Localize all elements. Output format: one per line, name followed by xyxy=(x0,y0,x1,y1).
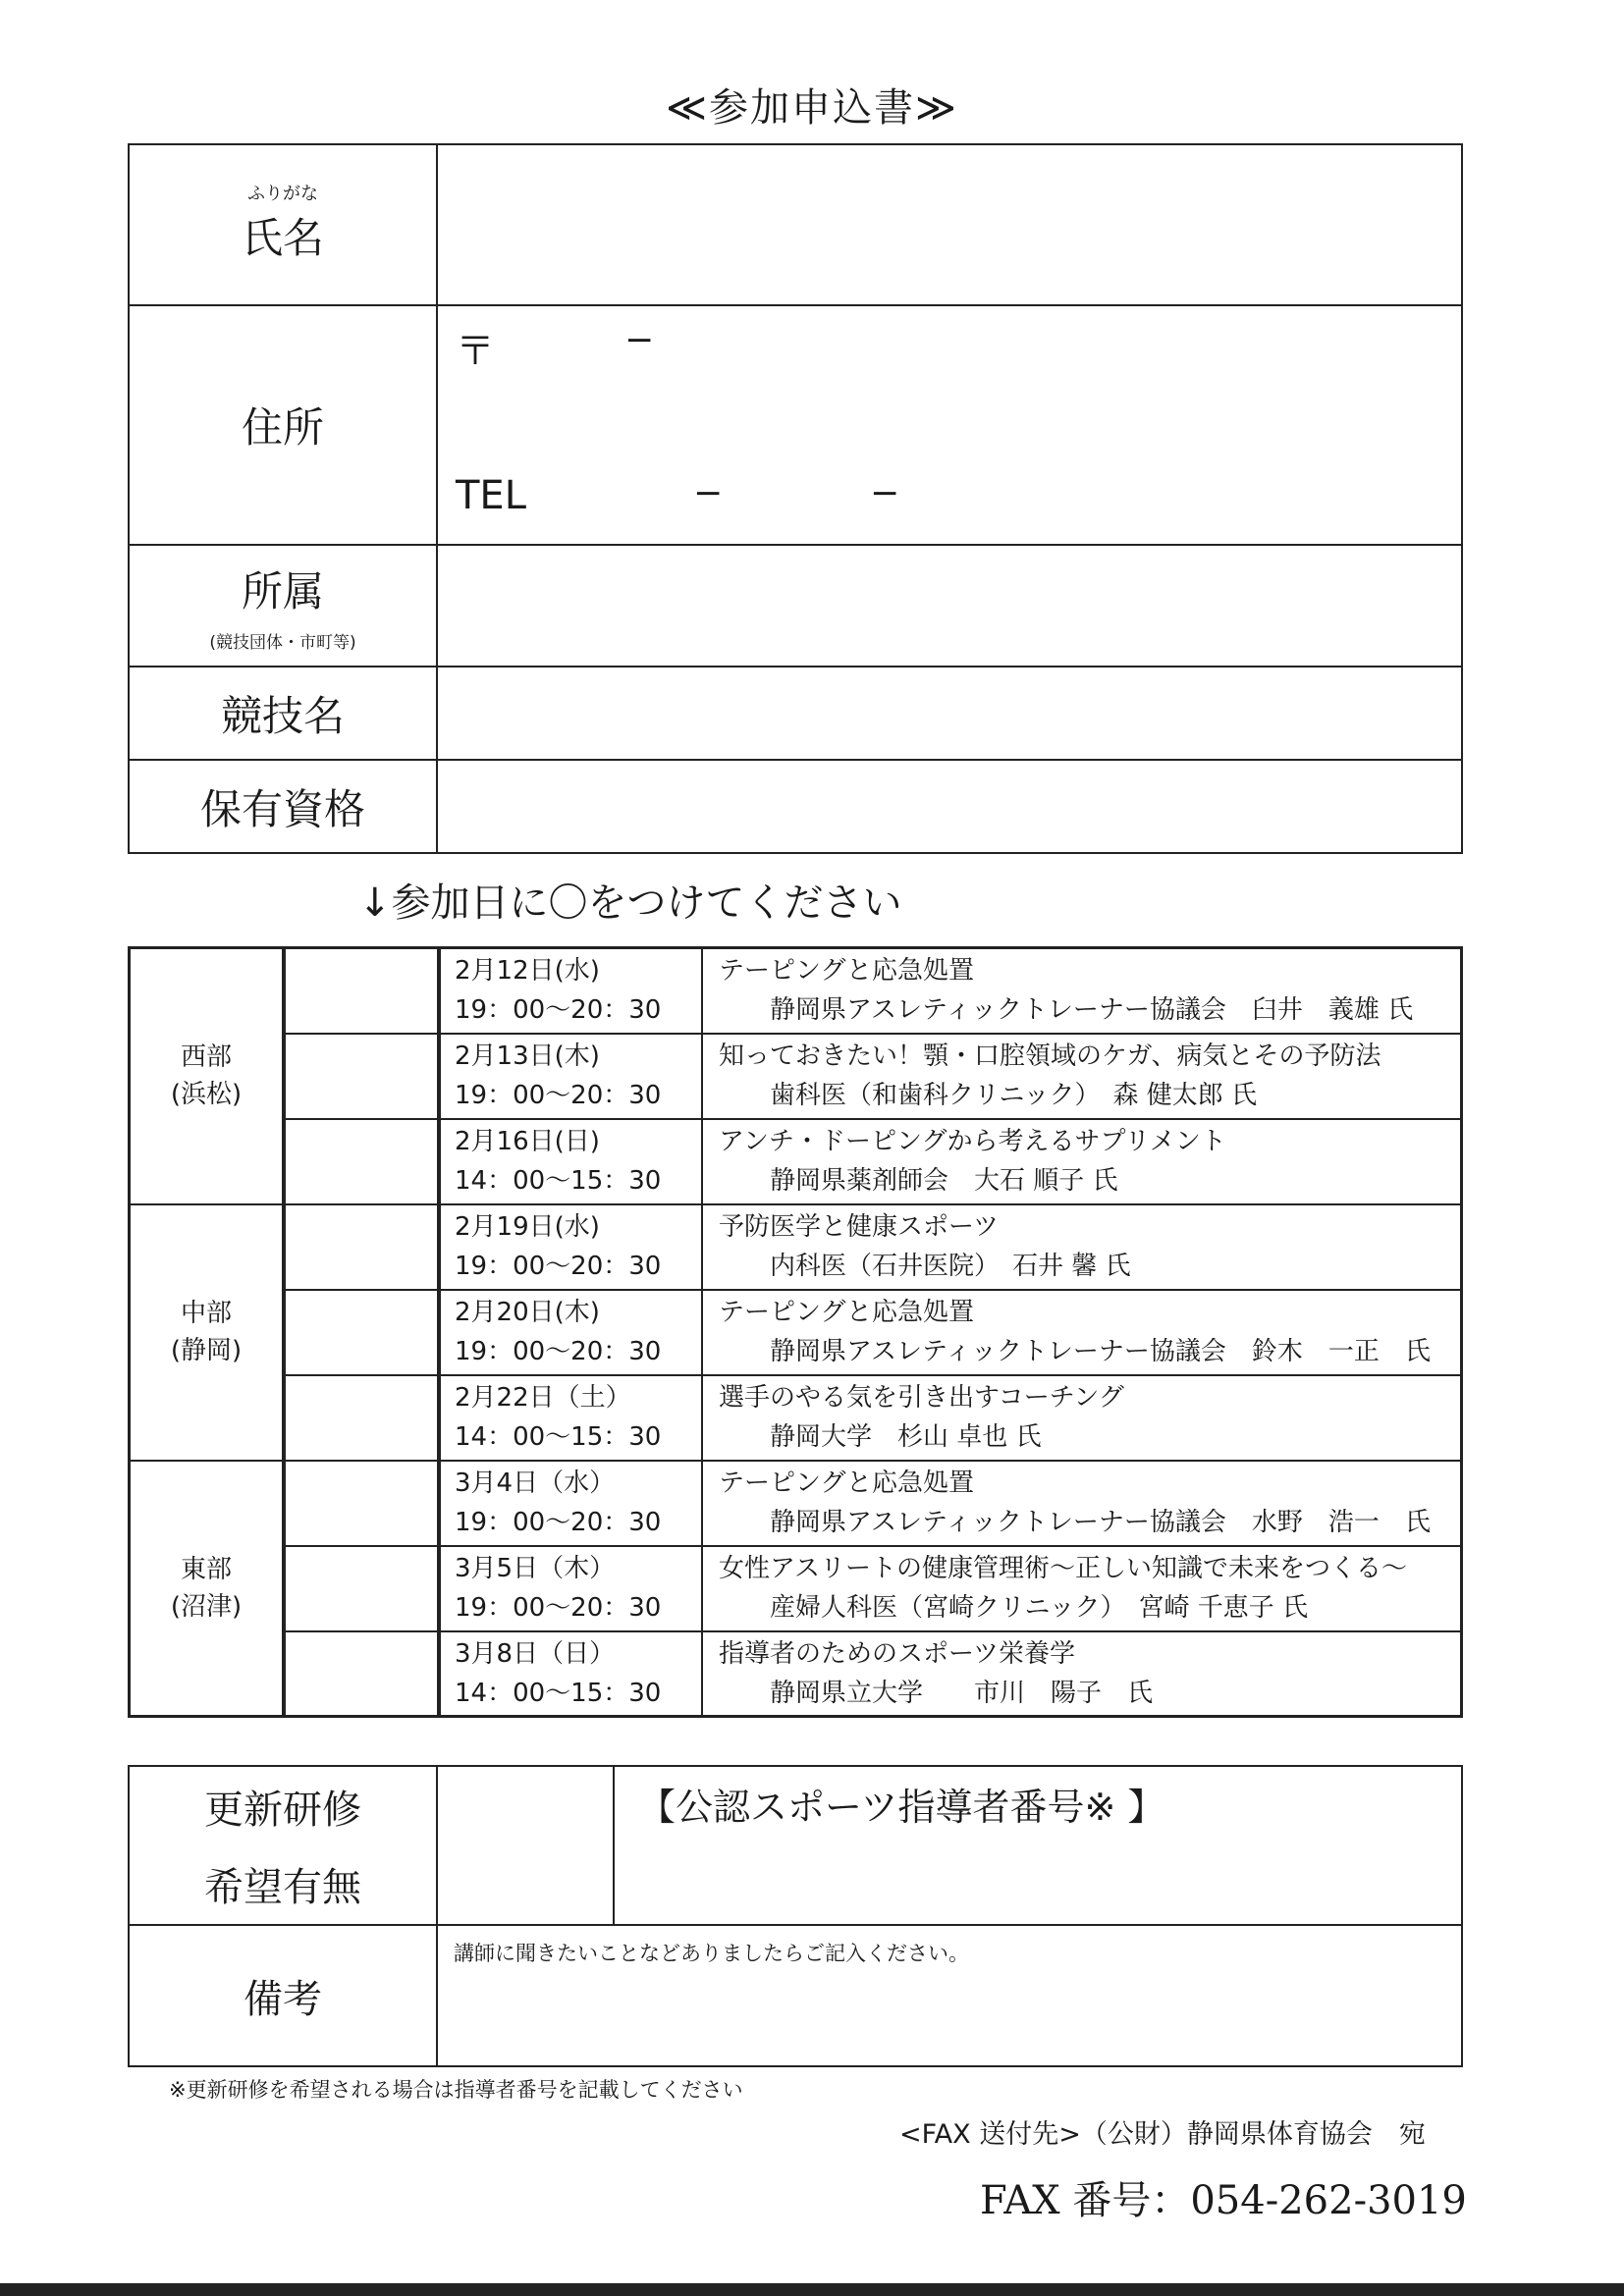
fax-recipient: <FAX 送付先>（公財）静岡県体育協会 宛 xyxy=(899,2119,1426,2150)
session-time: 19：00〜20：30 xyxy=(455,1081,662,1110)
session-row xyxy=(130,1631,1462,1717)
tel-dash-2: − xyxy=(870,473,900,513)
affiliation-label-cell xyxy=(129,545,437,667)
affiliation-sublabel: (競技団体・市町等) xyxy=(209,632,356,653)
attendance-mark-box[interactable] xyxy=(284,1461,439,1546)
session-speaker: 静岡大学 杉山 卓也 氏 xyxy=(770,1422,1042,1452)
session-speaker: 静岡県立大学 市川 陽子 氏 xyxy=(770,1678,1154,1708)
remarks-label: 備考 xyxy=(129,1925,437,2066)
address-field[interactable] xyxy=(437,305,1462,545)
session-topic: 選手のやる気を引き出すコーチング xyxy=(719,1383,1124,1413)
session-row xyxy=(130,1119,1462,1204)
postal-dash: − xyxy=(624,320,655,360)
renewal-choice-field[interactable] xyxy=(437,1766,614,1925)
tel-label: TEL xyxy=(456,473,526,518)
session-topic: 知っておきたい！顎・口腔領域のケガ、病気とその予防法 xyxy=(719,1041,1381,1071)
region-cell xyxy=(130,1204,285,1461)
attendance-mark-box[interactable] xyxy=(284,1119,439,1204)
renewal-label-line2: 希望有無 xyxy=(204,1865,361,1910)
affiliation-field[interactable] xyxy=(437,545,1462,667)
session-date: 3月5日（木） xyxy=(455,1554,616,1583)
session-speaker: 静岡県薬剤師会 大石 順子 氏 xyxy=(770,1166,1118,1196)
session-datetime xyxy=(439,1631,702,1717)
name-label: 氏名 xyxy=(241,214,324,262)
session-time: 14：00〜15：30 xyxy=(455,1422,662,1452)
session-date: 2月13日(木) xyxy=(455,1041,600,1071)
attendance-mark-box[interactable] xyxy=(284,1204,439,1290)
session-datetime xyxy=(439,1034,702,1119)
region-city: (沼津) xyxy=(170,1591,243,1622)
footnote: ※更新研修を希望される場合は指導者番号を記載してください xyxy=(169,2078,743,2102)
attendance-mark-box[interactable] xyxy=(284,1631,439,1717)
session-detail xyxy=(702,1375,1462,1461)
session-time: 19：00〜20：30 xyxy=(455,1593,662,1623)
session-date: 2月20日(木) xyxy=(455,1298,600,1327)
session-time: 14：00〜15：30 xyxy=(455,1678,662,1708)
session-row xyxy=(130,1546,1462,1631)
region-cell xyxy=(130,1461,285,1717)
fax-number: FAX 番号：054-262-3019 xyxy=(980,2178,1467,2223)
instruction-text: ↓参加日に〇をつけてください xyxy=(358,881,902,926)
qualification-label: 保有資格 xyxy=(129,760,437,853)
session-row xyxy=(130,1375,1462,1461)
tel-dash-1: − xyxy=(693,473,724,513)
session-date: 2月19日(水) xyxy=(455,1212,600,1242)
session-date: 2月16日(日) xyxy=(455,1127,600,1156)
coach-number-label: 【公認スポーツ指導者番号※ 】 xyxy=(638,1786,1165,1829)
session-datetime xyxy=(439,1204,702,1290)
session-time: 19：00〜20：30 xyxy=(455,1508,662,1537)
session-detail xyxy=(702,1546,1462,1631)
session-detail xyxy=(702,1290,1462,1375)
session-row xyxy=(130,948,1462,1034)
sport-label: 競技名 xyxy=(129,667,437,760)
remarks-hint: 講師に聞きたいことなどありましたらご記入ください。 xyxy=(454,1942,969,1965)
session-time: 19：00〜20：30 xyxy=(455,1337,662,1366)
session-time: 19：00〜20：30 xyxy=(455,1252,662,1281)
qualification-field[interactable] xyxy=(437,760,1462,853)
renewal-label-cell xyxy=(129,1766,437,1925)
session-detail xyxy=(702,1204,1462,1290)
session-topic: テーピングと応急処置 xyxy=(719,1468,975,1498)
session-speaker: 内科医（石井医院） 石井 馨 氏 xyxy=(770,1252,1131,1281)
session-datetime xyxy=(439,1290,702,1375)
session-datetime xyxy=(439,1119,702,1204)
region-city: (静岡) xyxy=(170,1336,243,1365)
session-speaker: 産婦人科医（宮崎クリニック） 宮崎 千恵子 氏 xyxy=(770,1593,1308,1623)
session-detail xyxy=(702,1119,1462,1204)
attendance-mark-box[interactable] xyxy=(284,948,439,1034)
session-date: 2月22日（土） xyxy=(455,1383,631,1413)
attendance-mark-box[interactable] xyxy=(284,1034,439,1119)
furigana-label: ふりがな xyxy=(247,184,318,204)
session-detail xyxy=(702,948,1462,1034)
session-detail xyxy=(702,1034,1462,1119)
renewal-table xyxy=(128,1765,1463,2067)
postal-mark: 〒 xyxy=(456,329,495,374)
session-topic: アンチ・ドーピングから考えるサプリメント xyxy=(719,1127,1226,1156)
session-row xyxy=(130,1290,1462,1375)
scan-edge-line xyxy=(0,2283,1624,2296)
name-label-cell xyxy=(129,144,437,305)
session-time: 19：00〜20：30 xyxy=(455,995,662,1026)
attendance-mark-box[interactable] xyxy=(284,1290,439,1375)
region-name: 東部 xyxy=(180,1554,232,1584)
attendance-mark-box[interactable] xyxy=(284,1546,439,1631)
region-name: 西部 xyxy=(180,1042,232,1073)
session-detail xyxy=(702,1631,1462,1717)
renewal-label-line1: 更新研修 xyxy=(204,1788,361,1833)
session-row xyxy=(130,1461,1462,1546)
session-topic: テーピングと応急処置 xyxy=(719,956,975,987)
session-date: 2月12日(水) xyxy=(455,956,600,987)
name-field[interactable] xyxy=(437,144,1462,305)
session-topic: テーピングと応急処置 xyxy=(719,1298,975,1327)
sport-field[interactable] xyxy=(437,667,1462,760)
schedule-table xyxy=(128,946,1463,1718)
session-speaker: 静岡県アスレティックトレーナー協議会 水野 浩一 氏 xyxy=(770,1508,1431,1537)
region-name: 中部 xyxy=(180,1299,232,1328)
session-datetime xyxy=(439,948,702,1034)
session-detail xyxy=(702,1461,1462,1546)
session-datetime xyxy=(439,1461,702,1546)
session-speaker: 静岡県アスレティックトレーナー協議会 鈴木 一正 氏 xyxy=(770,1337,1431,1366)
session-date: 3月4日（水） xyxy=(455,1468,616,1498)
applicant-info-table xyxy=(128,143,1463,854)
session-date: 3月8日（日） xyxy=(455,1638,616,1669)
region-city: (浜松) xyxy=(170,1080,243,1110)
session-datetime xyxy=(439,1546,702,1631)
session-topic: 指導者のためのスポーツ栄養学 xyxy=(719,1638,1075,1669)
session-speaker: 静岡県アスレティックトレーナー協議会 臼井 義雄 氏 xyxy=(770,995,1414,1026)
session-row xyxy=(130,1204,1462,1290)
session-topic: 予防医学と健康スポーツ xyxy=(719,1212,999,1242)
remarks-field[interactable] xyxy=(437,1925,1462,2066)
coach-number-field[interactable] xyxy=(614,1766,1462,1925)
session-row xyxy=(130,1034,1462,1119)
session-datetime xyxy=(439,1375,702,1461)
session-speaker: 歯科医（和歯科クリニック） 森 健太郎 氏 xyxy=(770,1081,1257,1110)
attendance-mark-box[interactable] xyxy=(284,1375,439,1461)
region-cell xyxy=(130,948,285,1204)
affiliation-label: 所属 xyxy=(241,566,324,615)
address-label: 住所 xyxy=(129,305,437,545)
session-time: 14：00〜15：30 xyxy=(455,1166,662,1196)
form-title: ≪参加申込書≫ xyxy=(666,85,958,131)
session-topic: 女性アスリートの健康管理術〜正しい知識で未来をつくる〜 xyxy=(719,1554,1407,1583)
